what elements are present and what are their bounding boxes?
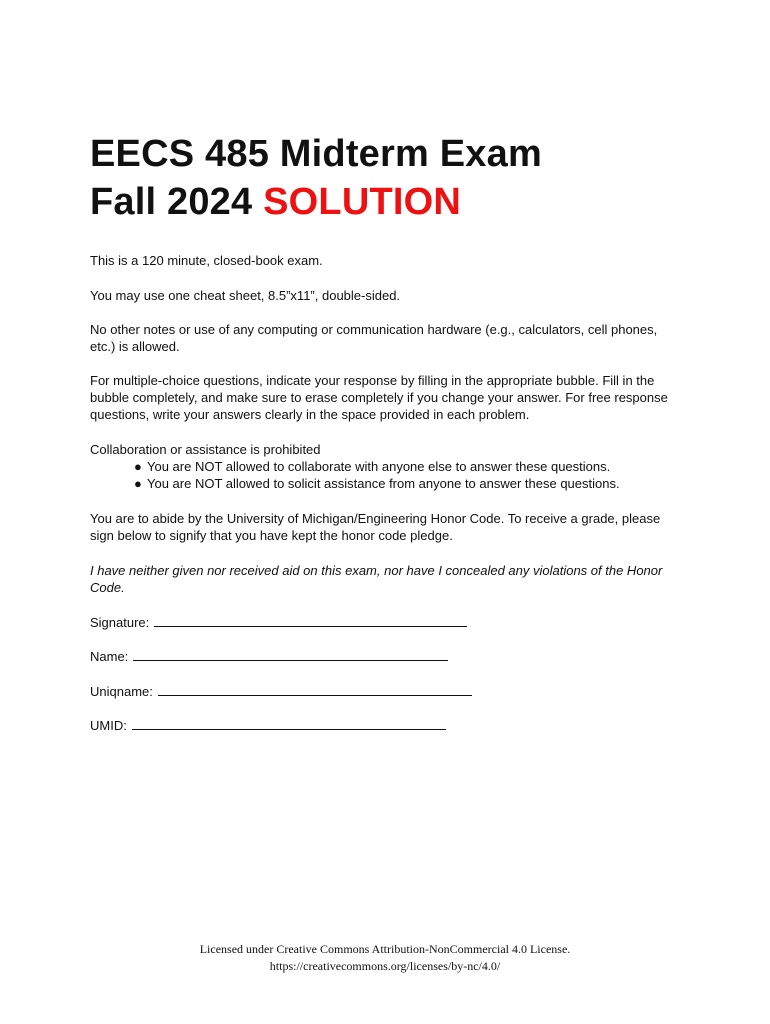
license-url: https://creativecommons.org/licenses/by-nc/4.0/ (269, 959, 501, 973)
list-item (134, 458, 620, 475)
umid-label: UMID: (90, 718, 127, 733)
exam-duration-text: This is a 120 minute, closed-book exam. (90, 253, 323, 268)
no-hardware-text: No other notes or use of any computing or communication hardware (e.g., calculators, cell phones, etc.) is allowed. (90, 322, 658, 354)
license-text: Licensed under Creative Commons Attribution-NonCommercial 4.0 License. (199, 942, 571, 956)
bullet-icon: ● (134, 476, 142, 491)
title-line-2 (90, 178, 542, 226)
title-line-1: EECS 485 Midterm Exam (90, 133, 542, 175)
umid-line[interactable] (132, 717, 446, 730)
signature-label: Signature: (90, 615, 150, 630)
rule-text: You are NOT allowed to collaborate with anyone else to answer these questions. (147, 459, 611, 474)
signature-field (90, 614, 467, 631)
collaboration-rules-list (134, 458, 620, 492)
signature-line[interactable] (154, 614, 467, 627)
bullet-icon: ● (134, 459, 142, 474)
uniqname-label: Uniqname: (90, 684, 153, 699)
uniqname-line[interactable] (158, 683, 472, 696)
collaboration-heading: Collaboration or assistance is prohibited (90, 442, 321, 457)
rule-text: You are NOT allowed to solicit assistance from anyone to answer these questions. (147, 476, 620, 491)
list-item (134, 475, 620, 492)
umid-field (90, 717, 446, 734)
name-field (90, 648, 448, 665)
name-line[interactable] (133, 648, 448, 661)
license-footer (0, 941, 770, 975)
solution-label: SOLUTION (263, 181, 462, 223)
title-term: Fall 2024 (90, 181, 264, 223)
honor-code-text: You are to abide by the University of Michigan/Engineering Honor Code. To receive a grade, please sign below to signify that you have kept the honor code pledge. (90, 511, 661, 543)
uniqname-field (90, 683, 472, 700)
cheat-sheet-text: You may use one cheat sheet, 8.5”x11”, double-sided. (90, 288, 401, 303)
honor-pledge-text: I have neither given nor received aid on this exam, nor have I concealed any violations of the Honor Code. (90, 563, 663, 595)
exam-title (90, 130, 542, 226)
answer-instructions-text: For multiple-choice questions, indicate your response by filling in the appropriate bubble. Fill in the bubble completely, and make sure to erase completely if you change your answer. For free response questions, write your answers clearly in the space provided in each problem. (90, 373, 668, 422)
name-label: Name: (90, 649, 129, 664)
